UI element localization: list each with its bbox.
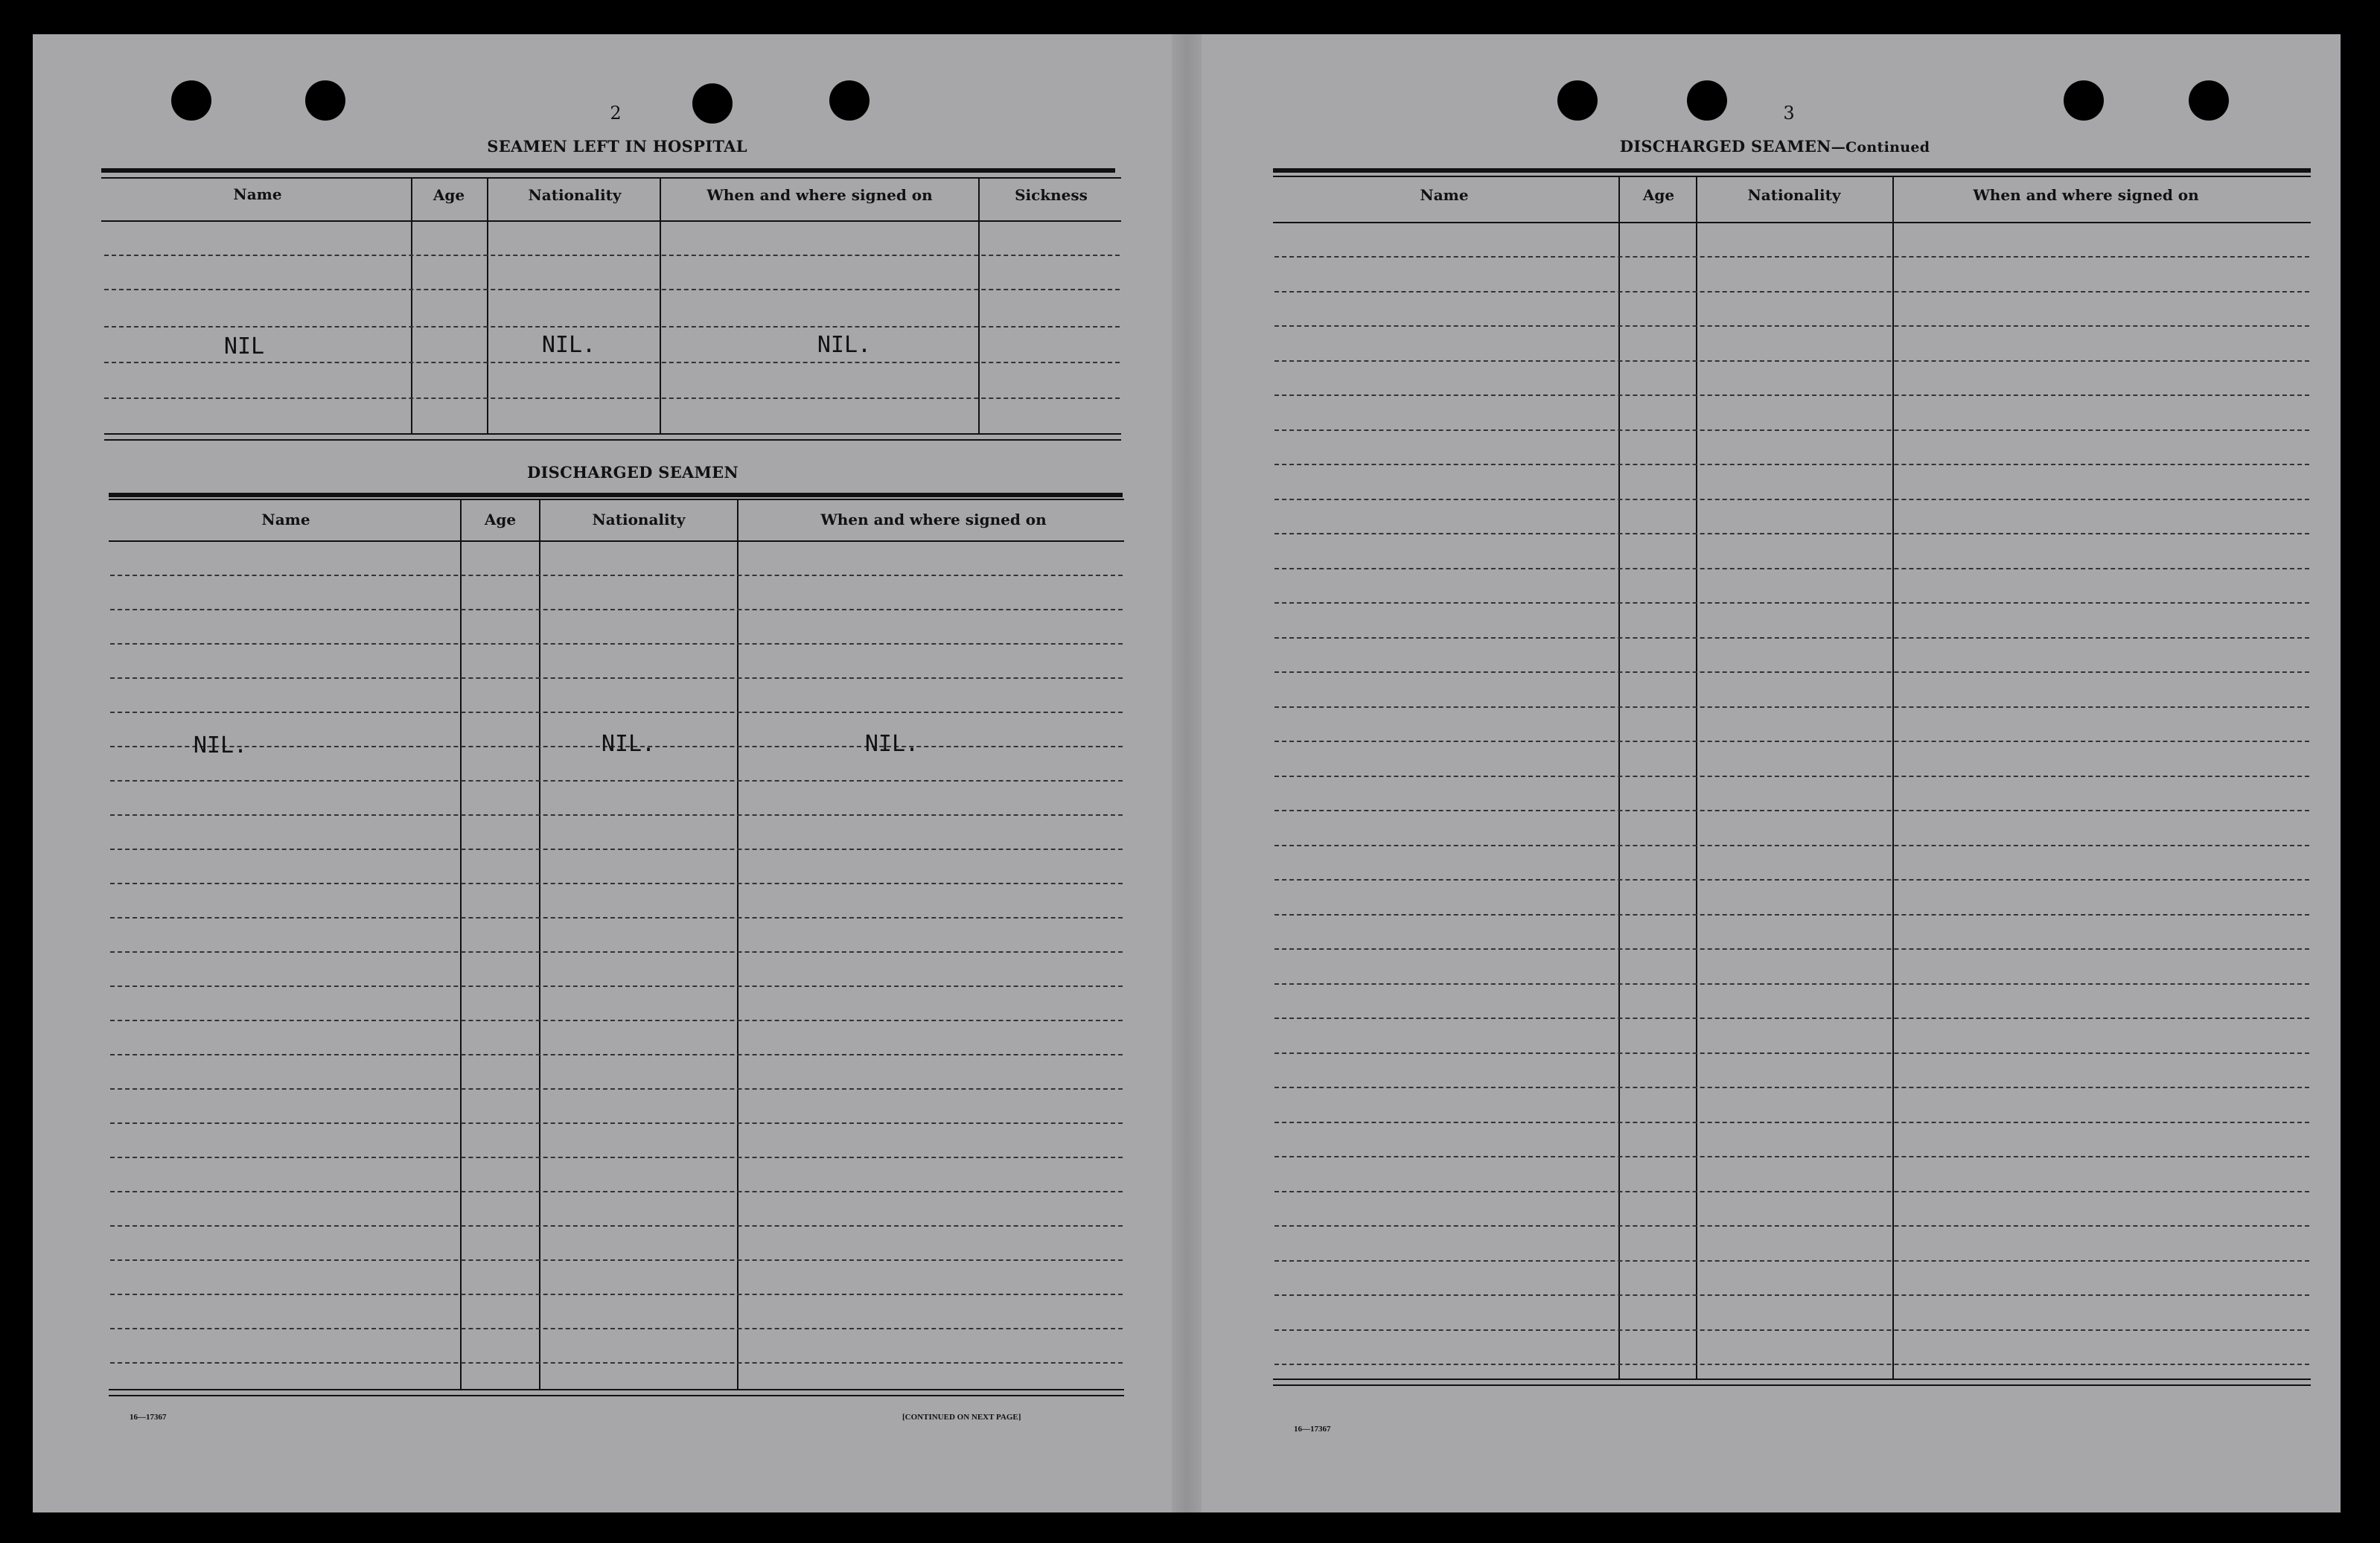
- right-header-name: Name: [1420, 186, 1469, 204]
- ruled-line: [1274, 1122, 2309, 1123]
- ruled-line: [1274, 845, 2309, 846]
- page-number-left: 2: [610, 103, 622, 124]
- ruled-line: [110, 1328, 1123, 1329]
- punch-hole: [2064, 80, 2104, 121]
- ruled-line: [110, 1157, 1123, 1158]
- ruled-line: [110, 951, 1123, 953]
- ruled-line: [1274, 360, 2309, 362]
- ruled-line: [110, 1225, 1123, 1227]
- ruled-line: [110, 1088, 1123, 1090]
- ruled-line: [1274, 1260, 2309, 1262]
- hospital-top-rule: [101, 168, 1115, 173]
- punch-hole: [2189, 80, 2229, 121]
- ruled-line: [1274, 1052, 2309, 1054]
- ruled-line: [1274, 394, 2309, 396]
- ruled-line: [1274, 1191, 2309, 1192]
- ruled-line: [1274, 776, 2309, 777]
- ruled-line: [1274, 602, 2309, 604]
- form-number-left: 16—17367: [130, 1413, 167, 1422]
- right-header-age: Age: [1642, 186, 1675, 204]
- form-number-right: 16—17367: [1294, 1425, 1331, 1434]
- ruled-line: [110, 849, 1123, 850]
- discharged-header-name: Name: [261, 511, 310, 528]
- ruled-line: [110, 1294, 1123, 1295]
- ruled-line: [1274, 1329, 2309, 1331]
- punch-hole: [1687, 80, 1727, 121]
- discharged-name-entry: NIL.: [193, 732, 248, 758]
- ruled-line: [1274, 429, 2309, 431]
- ruled-line: [1274, 879, 2309, 881]
- ruled-line: [1274, 810, 2309, 811]
- ruled-line: [1274, 1156, 2309, 1157]
- discharged-header-signed-on: When and where signed on: [820, 511, 1047, 528]
- hospital-header-signed-on: When and where signed on: [706, 186, 933, 204]
- hospital-signed-on-entry: NIL.: [817, 332, 872, 358]
- ruled-line: [1274, 1364, 2309, 1365]
- hospital-header-name: Name: [233, 185, 282, 203]
- ruled-line: [1274, 706, 2309, 708]
- ruled-line: [1274, 533, 2309, 534]
- ruled-line: [110, 1362, 1123, 1364]
- ruled-line: [110, 1054, 1123, 1055]
- ruled-line: [1274, 1087, 2309, 1088]
- ruled-line: [1274, 1294, 2309, 1296]
- ruled-line: [110, 917, 1123, 919]
- continued-suffix: —Continued: [1831, 139, 1930, 156]
- discharged-top-rule: [109, 493, 1123, 497]
- hospital-header-sickness: Sickness: [1015, 186, 1088, 204]
- ruled-line: [1274, 1018, 2309, 1019]
- ruled-line: [1274, 741, 2309, 742]
- punch-hole: [171, 80, 211, 121]
- ruled-line: [1274, 914, 2309, 916]
- ruled-line: [1274, 637, 2309, 639]
- ruled-line: [1274, 1225, 2309, 1227]
- ruled-line: [110, 883, 1123, 884]
- ruled-line: [1274, 499, 2309, 500]
- right-header-nationality: Nationality: [1747, 186, 1841, 204]
- right-header-signed-on: When and where signed on: [1973, 186, 2199, 204]
- hospital-section-title: SEAMEN LEFT IN HOSPITAL: [487, 137, 747, 156]
- ruled-line: [110, 575, 1123, 576]
- punch-hole: [305, 80, 345, 121]
- ruled-line: [110, 780, 1123, 782]
- ruled-line: [110, 643, 1123, 645]
- ruled-line: [1274, 464, 2309, 465]
- ruled-line: [110, 1259, 1123, 1261]
- hospital-header-age: Age: [433, 186, 465, 204]
- document-sheet: [33, 34, 2341, 1512]
- discharged-signed-on-entry: NIL.: [864, 731, 919, 757]
- hospital-header-nationality: Nationality: [528, 186, 622, 204]
- hospital-name-entry: NIL: [223, 333, 265, 360]
- continued-note: [CONTINUED ON NEXT PAGE]: [902, 1413, 1021, 1422]
- discharged-header-age: Age: [484, 511, 517, 528]
- right-top-rule: [1273, 168, 2311, 173]
- discharged-header-nationality: Nationality: [592, 511, 686, 528]
- discharged-section-title: DISCHARGED SEAMEN: [527, 463, 738, 482]
- ruled-line: [110, 814, 1123, 816]
- ruled-line: [110, 1191, 1123, 1192]
- ruled-line: [110, 1020, 1123, 1021]
- punch-hole: [1557, 80, 1598, 121]
- ruled-line: [1274, 256, 2309, 258]
- ruled-line: [1274, 291, 2309, 293]
- ruled-line: [110, 609, 1123, 610]
- right-section-title: DISCHARGED SEAMEN—Continued: [1619, 137, 1930, 156]
- ruled-line: [1274, 948, 2309, 950]
- ruled-line: [1274, 325, 2309, 327]
- page-fold: [1172, 34, 1202, 1512]
- punch-hole: [692, 83, 733, 124]
- page-number-right: 3: [1783, 103, 1795, 124]
- ruled-line: [1274, 671, 2309, 673]
- ruled-line: [1274, 983, 2309, 985]
- discharged-nationality-entry: NIL.: [601, 731, 656, 757]
- ruled-line: [110, 985, 1123, 987]
- ruled-line: [110, 1122, 1123, 1124]
- hospital-nationality-entry: NIL.: [541, 332, 596, 358]
- ruled-line: [110, 677, 1123, 679]
- punch-hole: [829, 80, 870, 121]
- ruled-line: [1274, 568, 2309, 569]
- ruled-line: [110, 712, 1123, 713]
